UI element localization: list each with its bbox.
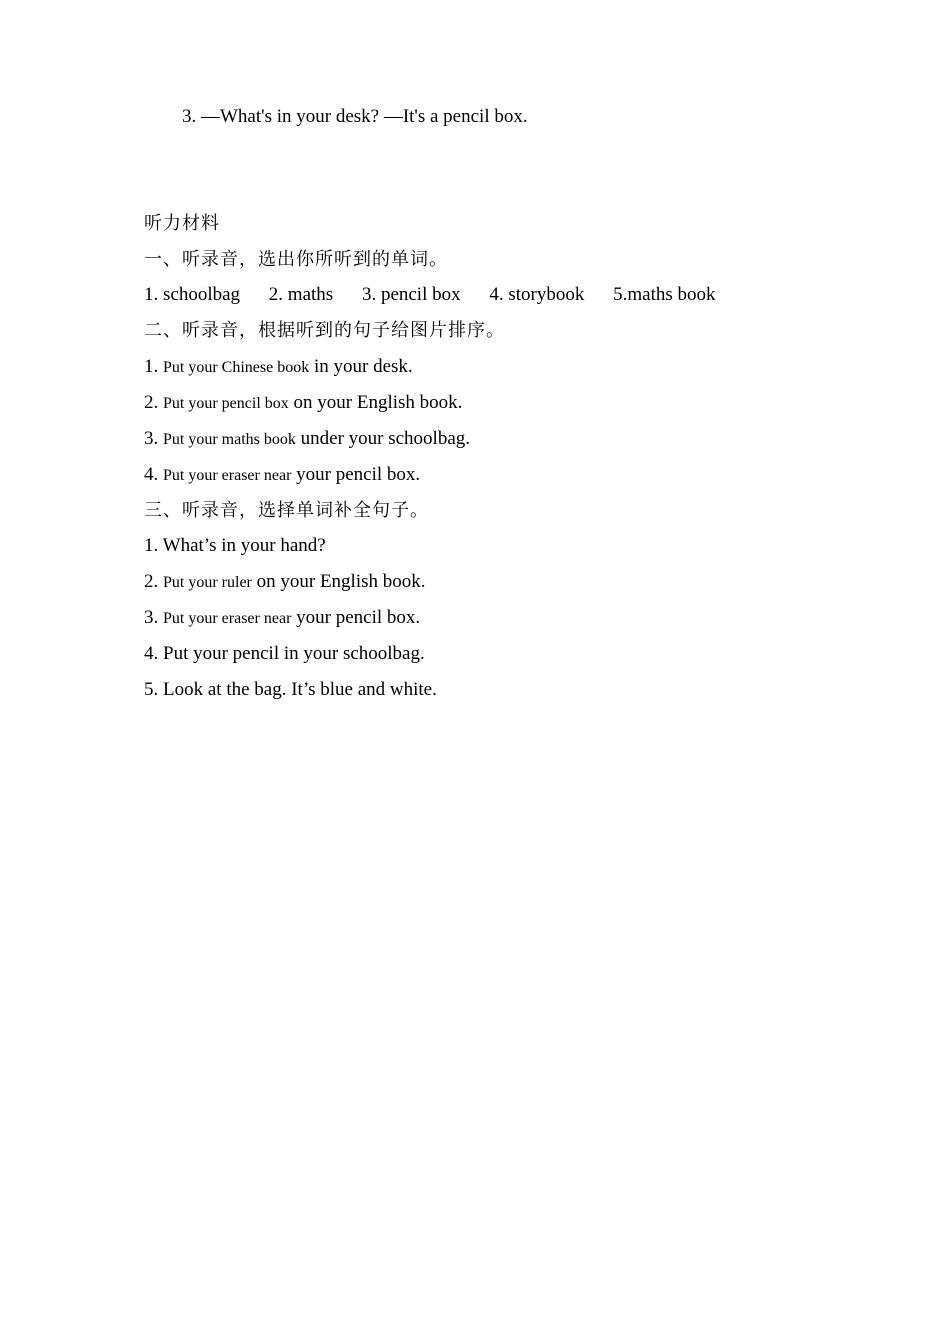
dialogue-line: 3. —What's in your desk? —It's a pencil box. <box>182 106 528 127</box>
part2-item <box>144 463 420 488</box>
item-text: under your schoolbag. <box>295 428 471 449</box>
word-item: 1. schoolbag <box>144 284 241 305</box>
part3-item: 4. Put your pencil in your schoolbag. <box>144 643 425 664</box>
item-text-small: Put your eraser near <box>163 610 292 627</box>
item-text: on your English book. <box>251 571 426 592</box>
part3-item: 5. Look at the bag. It’s blue and white. <box>144 679 437 700</box>
item-text: in your desk. <box>309 356 413 377</box>
part3-item <box>144 570 426 595</box>
part1-heading: 一、听录音，选出你所听到的单词。 <box>144 249 448 270</box>
item-text: your pencil box. <box>291 607 421 628</box>
word-item: 2. maths <box>268 284 334 305</box>
part2-item <box>144 427 470 452</box>
item-number: 2. <box>144 571 159 592</box>
item-number: 2. <box>144 392 159 413</box>
part3-item <box>144 606 420 631</box>
item-text: on your English book. <box>288 392 463 413</box>
item-text: your pencil box. <box>291 464 421 485</box>
part1-word-list <box>144 283 716 307</box>
part3-heading: 三、听录音，选择单词补全句子。 <box>144 500 429 521</box>
part2-item <box>144 391 462 416</box>
item-number: 1. <box>144 356 159 377</box>
part2-item <box>144 355 413 380</box>
item-text-small: Put your ruler <box>163 574 252 591</box>
part3-item: 1. What’s in your hand? <box>144 535 326 556</box>
item-number: 4. <box>144 464 159 485</box>
part2-heading: 二、听录音，根据听到的句子给图片排序。 <box>144 320 505 341</box>
section-title: 听力材料 <box>144 213 220 234</box>
item-text-small: Put your eraser near <box>163 467 292 484</box>
item-text-small: Put your maths book <box>163 431 296 448</box>
word-item: 4. storybook <box>489 284 585 305</box>
word-item: 5.maths book <box>613 284 716 305</box>
item-text-small: Put your Chinese book <box>163 359 310 376</box>
item-text-small: Put your pencil box <box>163 395 289 412</box>
word-item: 3. pencil box <box>361 284 461 305</box>
item-number: 3. <box>144 607 159 628</box>
item-number: 3. <box>144 428 159 449</box>
